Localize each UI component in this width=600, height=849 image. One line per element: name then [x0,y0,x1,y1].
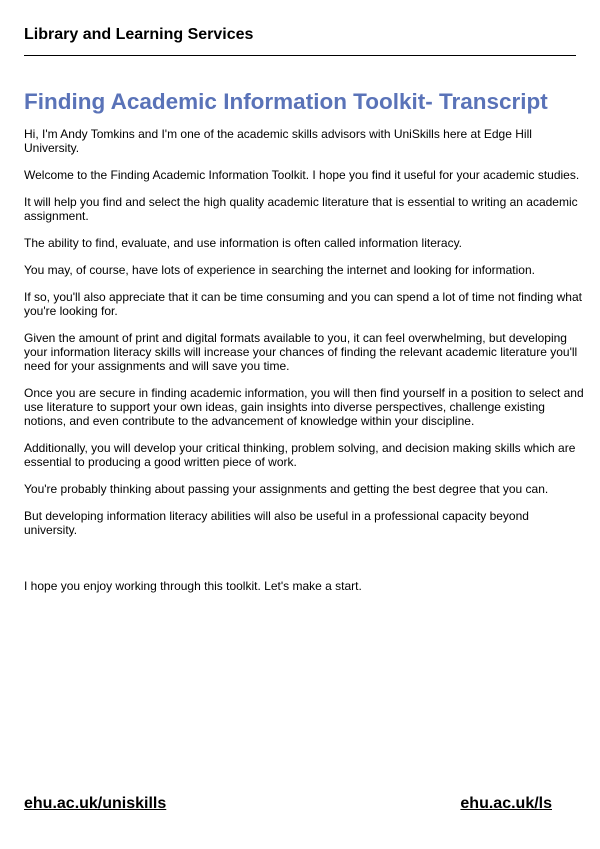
page-header [24,24,576,46]
header-divider [24,55,576,56]
paragraph-overwhelming: Given the amount of print and digital formats available to you, it can feel overwhelming, but developing your information literacy skills will increase your chances of finding the relevant academic literature you'll need for your assignments and will save you time. [24,331,578,373]
paragraph-time-consuming: If so, you'll also appreciate that it can be time consuming and you can spend a lot of time not finding what you're looking for. [24,290,582,318]
paragraph-critical-thinking: Additionally, you will develop your critical thinking, problem solving, and decision making skills which are essential to producing a good written piece of work. [24,441,576,469]
paragraph-closing: I hope you enjoy working through this toolkit. Let's make a start. [24,579,362,593]
transcript-body [24,127,584,606]
paragraph-purpose: It will help you find and select the high quality academic literature that is essential to writing an academic assignment. [24,195,578,223]
paragraph-secure: Once you are secure in finding academic information, you will then find yourself in a position to select and use literature to support your own ideas, gain insights into diverse perspectives, challenge existing notions, and even contribute to the advancement of knowledge within your discipline. [24,386,584,428]
paragraph-professional: But developing information literacy abilities will also be useful in a professional capacity beyond university. [24,509,529,537]
paragraph-information-literacy: The ability to find, evaluate, and use information is often called information literacy. [24,236,463,250]
paragraph-welcome: Welcome to the Finding Academic Information Toolkit. I hope you find it useful for your academic studies. [24,168,580,182]
document-title: Finding Academic Information Toolkit- Transcript [24,89,548,114]
uniskills-link[interactable]: ehu.ac.uk/uniskills [24,795,167,812]
paragraph-intro: Hi, I'm Andy Tomkins and I'm one of the academic skills advisors with UniSkills here at Edge Hill University. [24,127,532,155]
header-title: Library and Learning Services [24,26,254,43]
library-services-link[interactable]: ehu.ac.uk/ls [460,795,552,812]
paragraph-passing: You're probably thinking about passing your assignments and getting the best degree that you can. [24,482,549,496]
paragraph-experience: You may, of course, have lots of experience in searching the internet and looking for information. [24,263,535,277]
